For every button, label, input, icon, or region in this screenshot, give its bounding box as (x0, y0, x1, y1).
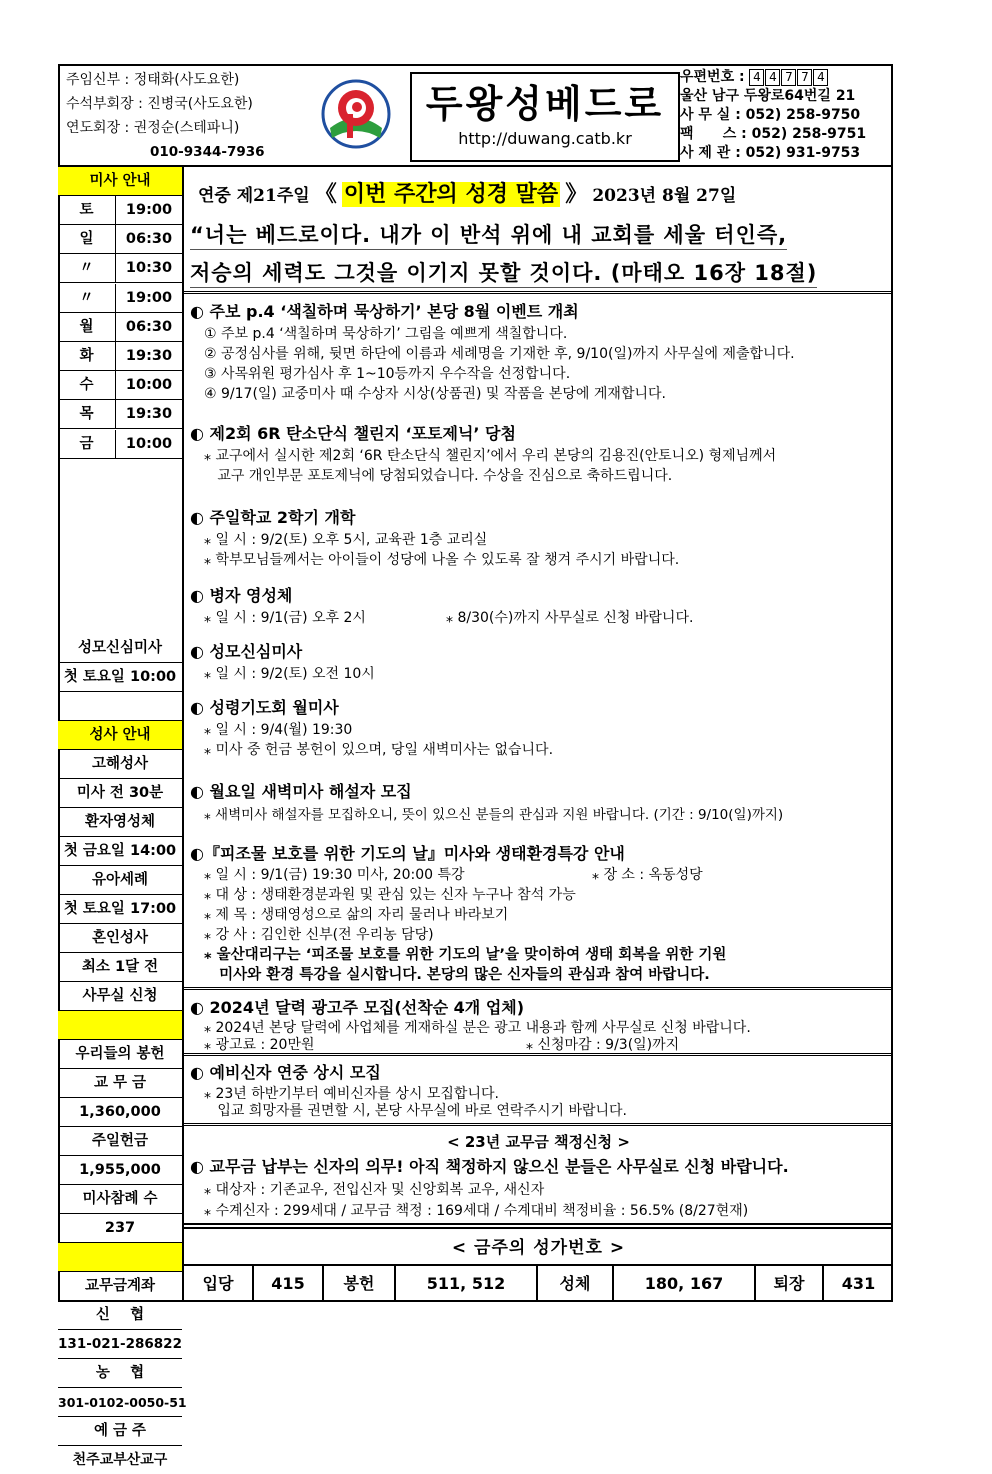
parish-url[interactable]: http://duwang.catb.kr (458, 129, 632, 148)
postal-digit: 4 (765, 69, 780, 86)
notice-2-item: 교구 개인부문 포토제닉에 당첨되었습니다. 수상을 진심으로 축하드립니다. (204, 468, 673, 484)
bank2: 농 협 (58, 1359, 182, 1388)
account-title: 교무금계좌 (58, 1272, 182, 1301)
notice-2-title: ◐ 제2회 6R 탄소단식 챌린지 ‘포토제닉’ 당첨 (190, 424, 516, 443)
parish-name: 두왕성베드로 (425, 82, 665, 126)
mass-time-row (58, 430, 182, 459)
notice-4-item: ⁎ 8/30(수)까지 사무실로 신청 바랍니다. (446, 610, 694, 626)
notice-9-title: ◐ 2024년 달력 광고주 모집(선착순 4개 업체) (190, 998, 525, 1017)
rectory-phone: 사 제 관 : 052) 931-9753 (680, 145, 861, 161)
yellow-spacer (58, 1243, 182, 1272)
divider (184, 1223, 893, 1225)
heart-mass: 성모신심미사 (58, 634, 182, 663)
holder: 천주교부산교구 (72, 1452, 168, 1468)
notice-9-item: ⁎ 광고료 : 20만원 (204, 1037, 315, 1053)
marriage-notice: 최소 1달 전 (58, 953, 182, 982)
divider (184, 1123, 893, 1126)
marriage: 혼인성사 (58, 924, 182, 953)
divider (184, 1053, 893, 1056)
mass-time: 10:00 (125, 435, 173, 452)
mass-time: 19:30 (125, 406, 173, 423)
yellow-spacer (58, 1011, 182, 1040)
blank-row (58, 692, 182, 721)
verse-line-1: “너는 베드로이다. 내가 이 반석 위에 내 교회를 세울 터인즉, (190, 219, 787, 250)
notice-5-title: ◐ 성모신심미사 (190, 642, 303, 661)
notice-7-item: ⁎ 새벽미사 해설자를 모집하오니, 뜻이 있으신 분들의 관심과 지원 바랍니다. (기간 : 9/10(일)까지) (204, 807, 784, 823)
holder-label: 예 금 주 (58, 1417, 182, 1446)
notice-6-item: ⁎ 미사 중 헌금 봉헌이 있으며, 당일 새벽미사는 없습니다. (204, 742, 554, 758)
mass-time-row (58, 400, 182, 429)
notice-5-item: ⁎ 일 시 : 9/2(토) 오전 10시 (204, 666, 375, 682)
bank1: 신 협 (58, 1301, 182, 1330)
notice-6-item: ⁎ 일 시 : 9/4(월) 19:30 (204, 722, 353, 738)
address: 울산 남구 두왕로64번길 21 (680, 88, 856, 104)
mass-time-row (58, 371, 182, 400)
notice-7-title: ◐ 월요일 새벽미사 해설자 모집 (190, 782, 412, 801)
mass-time: 06:30 (125, 318, 173, 335)
notice-1-item: ② 공정심사를 위해, 뒷면 하단에 이름과 세례명을 기재한 후, 9/10(일)까지 사무실에 제출합니다. (204, 346, 795, 362)
mass-day: 화 (58, 342, 116, 370)
dues-amount: 1,360,000 (58, 1098, 182, 1127)
mass-day: 금 (58, 430, 116, 458)
district-leader: 연도회장 : 권정순(스테파니) (66, 120, 240, 136)
notice-10-item: ⁎ 23년 하반기부터 예비신자를 상시 모집합니다. (204, 1086, 499, 1102)
notice-1-item: ③ 사목위원 평가심사 후 1~10등까지 우수작을 선정합니다. (204, 366, 571, 382)
entrance-number: 415 (254, 1266, 324, 1302)
verse-heading-title: 이번 주간의 성경 말씀 (343, 182, 559, 207)
clergy-info (66, 68, 265, 164)
notice-1-item: ④ 9/17(일) 교중미사 때 수상자 시상(상품권) 및 작품을 본당에 게재합니다. (204, 386, 666, 402)
notice-1-title: ◐ 주보 p.4 ‘색칠하며 묵상하기’ 본당 8월 이벤트 개최 (190, 302, 579, 321)
postal-code (680, 68, 866, 87)
week-label: 연중 제21주일 (198, 186, 310, 206)
sunday-collection-amount: 1,955,000 (58, 1156, 182, 1185)
infant-baptism: 유아세례 (58, 866, 182, 895)
notice-8-item: ⁎ 일 시 : 9/1(금) 19:30 미사, 20:00 특강 (204, 867, 465, 883)
postal-digit: 7 (797, 69, 812, 86)
vice-president: 수석부회장 : 진병국(사도요한) (66, 96, 253, 112)
divider (184, 987, 893, 990)
contact-info (680, 68, 866, 163)
mass-day: 수 (58, 371, 116, 399)
dues-heading: < 23년 교무금 책정신청 > (447, 1133, 630, 1151)
confession-time: 미사 전 30분 (58, 779, 182, 808)
marriage-apply: 사무실 신청 (58, 982, 182, 1011)
sick-communion-time: 첫 금요일 14:00 (58, 837, 182, 866)
mass-time: 19:00 (125, 202, 173, 218)
hymn-table (184, 1266, 893, 1302)
communion-label: 성체 (538, 1266, 614, 1302)
mass-day: 〃 (58, 284, 116, 312)
notice-11-item: ⁎ 대상자 : 기존교우, 전입신자 및 신앙회복 교우, 새신자 (204, 1182, 545, 1198)
mass-day: 〃 (58, 254, 116, 282)
notice-4-title: ◐ 병자 영성체 (190, 586, 293, 605)
notice-8-bold: ⁎ 울산대리구는 ‘피조물 보호를 위한 기도의 날’을 맞이하여 생태 회복을 위한 기원 (204, 947, 727, 963)
mass-title: 미사 안내 (58, 167, 182, 196)
open-bracket: 《 (314, 182, 337, 207)
notice-4-item: ⁎ 일 시 : 9/1(금) 오후 2시 (204, 610, 366, 626)
fax: 팩 스 : 052) 258-9751 (680, 126, 867, 142)
offering-title: 우리들의 봉헌 (58, 1040, 182, 1069)
notice-1-item: ① 주보 p.4 ‘색칠하며 묵상하기’ 그림을 예쁘게 색칠합니다. (204, 326, 568, 342)
postal-digit: 7 (781, 69, 796, 86)
close-bracket: 》 (565, 182, 588, 207)
notice-8-item: ⁎ 대 상 : 생태환경분과원 및 관심 있는 신자 누구나 참석 가능 (204, 887, 576, 903)
sacrament-title: 성사 안내 (58, 721, 182, 750)
phone: 010-9344-7936 (150, 144, 265, 160)
divider (184, 291, 893, 294)
notice-3-item: ⁎ 일 시 : 9/2(토) 오후 5시, 교육관 1층 교리실 (204, 532, 488, 548)
notice-2-item: ⁎ 교구에서 실시한 제2회 ‘6R 탄소단식 챌린지’에서 우리 본당의 김용진(안토니오) 형제님께서 (204, 448, 777, 464)
notice-11-title: ◐ 교무금 납부는 신자의 의무! 아직 책정하지 않으신 분들은 사무실로 신청 바랍니다. (190, 1157, 789, 1176)
offertory-label: 봉헌 (324, 1266, 396, 1302)
postal-label: 우편번호 : (680, 69, 745, 85)
mass-time-row (58, 196, 182, 225)
postal-digit: 4 (749, 69, 764, 86)
verse-heading (198, 177, 736, 208)
header (58, 64, 893, 167)
verse-line-2: 저승의 세력도 그것을 이기지 못할 것이다. (마태오 16장 18절) (190, 257, 817, 288)
notice-3-item: ⁎ 학부모님들께서는 아이들이 성당에 나올 수 있도록 잘 챙겨 주시기 바랍니다. (204, 552, 680, 568)
infant-baptism-time: 첫 토요일 17:00 (58, 895, 182, 924)
attendance-count: 237 (58, 1214, 182, 1243)
mass-day: 일 (58, 225, 116, 253)
communion-number: 180, 167 (614, 1266, 756, 1302)
dues-label: 교 무 금 (58, 1069, 182, 1098)
entrance-label: 입당 (184, 1266, 254, 1302)
account1: 131-021-286822 (58, 1330, 182, 1359)
mass-time: 10:00 (125, 377, 173, 394)
mass-time-row (58, 342, 182, 371)
mass-time: 10:30 (125, 260, 173, 277)
postal-digit: 4 (813, 69, 828, 86)
confession: 고해성사 (58, 750, 182, 779)
office-phone: 사 무 실 : 052) 258-9750 (680, 107, 861, 123)
recessional-label: 퇴장 (756, 1266, 824, 1302)
mass-time: 06:30 (125, 231, 173, 248)
notice-8-item: ⁎ 강 사 : 김인한 신부(전 우리농 담당) (204, 927, 434, 943)
mass-time-row (58, 284, 182, 313)
notice-8-title: ◐『피조물 보호를 위한 기도의 날』미사와 생태환경특강 안내 (190, 844, 625, 863)
mass-time: 19:00 (125, 289, 173, 306)
recessional-number: 431 (841, 1274, 876, 1293)
notice-8-item: ⁎ 제 목 : 생태영성으로 삶의 자리 물러나 바라보기 (204, 907, 509, 923)
hymn-heading: < 금주의 성가번호 > (451, 1238, 626, 1258)
verse-date: 2023년 8월 27일 (592, 186, 737, 206)
notice-11-item: ⁎ 수계신자 : 299세대 / 교무금 책정 : 169세대 / 수계대비 책정비율 : 56.5% (8/27현재) (204, 1203, 749, 1219)
parish-logo (320, 78, 392, 150)
mass-time-row (58, 254, 182, 283)
mass-time: 19:30 (125, 348, 173, 364)
mass-day: 월 (58, 313, 116, 341)
sick-communion: 환자영성체 (58, 808, 182, 837)
notice-3-title: ◐ 주일학교 2학기 개학 (190, 508, 356, 527)
offertory-number: 511, 512 (396, 1266, 538, 1302)
heart-mass-time: 첫 토요일 10:00 (58, 663, 182, 692)
attendance-label: 미사참례 수 (58, 1185, 182, 1214)
mass-day: 목 (58, 400, 116, 428)
mass-time-row (58, 225, 182, 254)
notice-9-item: ⁎ 2024년 본당 달력에 사업체를 게재하실 분은 광고 내용과 함께 사무실로 신청 바랍니다. (204, 1020, 751, 1036)
notice-8-item: ⁎ 장 소 : 옥동성당 (592, 867, 703, 883)
notice-9-item: ⁎ 신청마감 : 9/3(일)까지 (526, 1037, 680, 1053)
notice-10-item: 입교 희망자를 권면할 시, 본당 사무실에 바로 연락주시기 바랍니다. (204, 1103, 627, 1119)
divider (184, 1227, 893, 1229)
notice-10-title: ◐ 예비신자 연중 상시 모집 (190, 1063, 381, 1082)
sunday-collection-label: 주일헌금 (58, 1127, 182, 1156)
mass-time-row (58, 313, 182, 342)
account2: 301-0102-0050-51 (58, 1388, 182, 1417)
notice-8-bold: 미사와 환경 특강을 실시합니다. 본당의 많은 신자들의 관심과 참여 바랍니다. (204, 967, 710, 983)
pastor: 주임신부 : 정태화(사도요한) (66, 72, 240, 88)
parish-title-box (410, 72, 680, 162)
mass-day: 토 (58, 196, 116, 224)
notice-6-title: ◐ 성령기도회 월미사 (190, 698, 339, 717)
